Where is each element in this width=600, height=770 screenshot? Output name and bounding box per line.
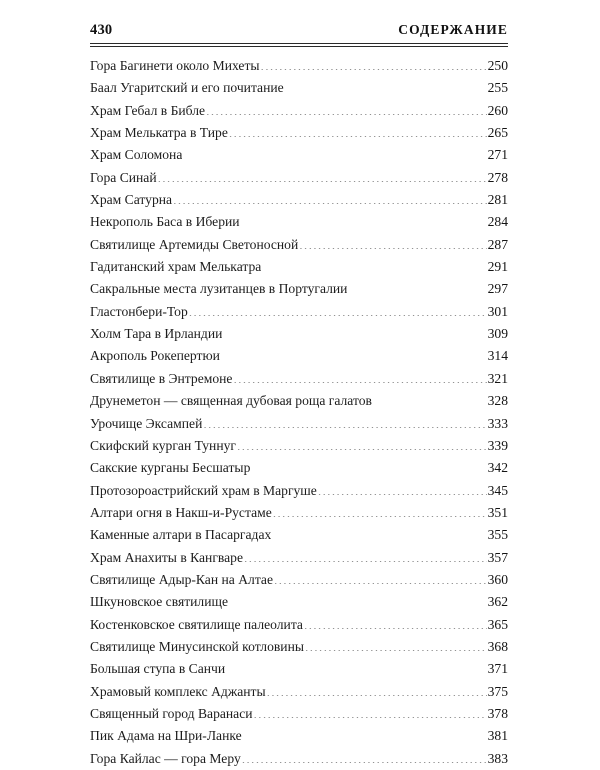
toc-entry-title: Храм Мелькатра в Тире	[90, 125, 228, 141]
toc-entry-page-number: 362	[487, 594, 508, 610]
page-folio-number: 430	[90, 22, 113, 38]
toc-entry[interactable]	[90, 547, 508, 569]
toc-entry-title: Скифский курган Туннуг	[90, 437, 236, 453]
toc-entry-title: Святилище Минусинской котловины	[90, 638, 304, 654]
toc-entry[interactable]	[90, 480, 508, 502]
toc-entry-title: Гадитанский храм Мелькатра	[90, 259, 262, 275]
toc-entry[interactable]	[90, 390, 508, 412]
toc-entry-page-number: 287	[487, 236, 508, 252]
toc-entry-page-number: 260	[487, 102, 508, 118]
toc-entry[interactable]	[90, 614, 508, 636]
toc-entry[interactable]	[90, 435, 508, 457]
toc-dot-leader	[251, 459, 487, 473]
toc-dot-leader	[274, 570, 487, 584]
toc-entry-title: Храмовый комплекс Аджанты	[90, 683, 266, 699]
toc-dot-leader	[273, 503, 487, 517]
running-head	[90, 22, 508, 39]
toc-entry[interactable]	[90, 345, 508, 367]
toc-dot-leader	[304, 615, 487, 629]
toc-entry[interactable]	[90, 256, 508, 278]
toc-dot-leader	[189, 302, 487, 316]
toc-entry-page-number: 250	[487, 58, 508, 73]
toc-entry-title: Шкуновское святилище	[90, 594, 228, 610]
toc-entry-page-number: 339	[487, 437, 508, 453]
running-head-title: СОДЕРЖАНИЕ	[398, 22, 508, 37]
toc-entry-page-number: 345	[487, 482, 508, 498]
toc-entry-page-number: 281	[487, 192, 508, 208]
toc-dot-leader	[272, 526, 487, 540]
toc-entry[interactable]	[90, 211, 508, 233]
toc-entry[interactable]	[90, 524, 508, 546]
toc-entry-title: Сакские курганы Бесшатыр	[90, 460, 251, 476]
toc-entry[interactable]	[90, 681, 508, 703]
toc-entry-title: Святилище Адыр-Кан на Алтае	[90, 571, 273, 587]
toc-entry[interactable]	[90, 502, 508, 524]
toc-dot-leader	[226, 660, 487, 674]
toc-entry[interactable]	[90, 413, 508, 435]
toc-dot-leader	[254, 704, 488, 718]
toc-entry-title: Большая ступа в Санчи	[90, 661, 226, 677]
toc-entry-page-number: 360	[487, 571, 508, 587]
toc-entry-page-number: 265	[487, 125, 508, 141]
toc-dot-leader	[261, 56, 488, 70]
toc-entry-title: Холм Тара в Ирландии	[90, 326, 223, 342]
toc-entry[interactable]	[90, 636, 508, 658]
toc-entry-title: Гора Синай	[90, 169, 157, 185]
toc-dot-leader	[173, 190, 487, 204]
toc-dot-leader	[237, 436, 487, 450]
toc-dot-leader	[244, 548, 487, 562]
toc-dot-leader	[267, 682, 487, 696]
toc-entry-page-number: 314	[487, 348, 508, 364]
toc-dot-leader	[229, 123, 487, 137]
toc-entry-page-number: 291	[487, 259, 508, 275]
toc-dot-leader	[373, 392, 487, 406]
toc-entry-page-number: 271	[487, 147, 508, 163]
toc-entry-title: Пик Адама на Шри-Ланке	[90, 728, 242, 744]
toc-entry-title: Некрополь Баса в Иберии	[90, 214, 240, 230]
toc-dot-leader	[233, 369, 487, 383]
toc-entry-page-number: 378	[487, 705, 508, 721]
toc-entry-title: Храм Соломона	[90, 147, 183, 163]
toc-entry[interactable]	[90, 77, 508, 99]
toc-entry-page-number: 255	[487, 80, 508, 96]
header-rule-lower	[90, 46, 508, 47]
toc-entry-page-number: 321	[487, 370, 508, 386]
toc-entry-page-number: 297	[487, 281, 508, 297]
toc-dot-leader	[203, 414, 487, 428]
toc-entry[interactable]	[90, 703, 508, 725]
toc-entry[interactable]	[90, 457, 508, 479]
toc-entry-page-number: 342	[487, 460, 508, 476]
toc-entry[interactable]	[90, 569, 508, 591]
toc-entry[interactable]	[90, 591, 508, 613]
toc-entry-page-number: 351	[487, 504, 508, 520]
toc-entry[interactable]	[90, 725, 508, 747]
toc-dot-leader	[348, 280, 487, 294]
header-double-rule	[90, 43, 508, 47]
toc-entry-page-number: 383	[487, 750, 508, 766]
toc-entry-title: Гластонбери-Тор	[90, 303, 188, 319]
toc-entry-title: Каменные алтари в Пасаргадах	[90, 527, 272, 543]
toc-entry-title: Баал Угаритский и его почитание	[90, 80, 284, 96]
toc-entry[interactable]	[90, 748, 508, 770]
toc-entry-page-number: 355	[487, 527, 508, 543]
toc-entry-page-number: 375	[487, 683, 508, 699]
toc-dot-leader	[206, 101, 487, 115]
toc-entry[interactable]	[90, 658, 508, 680]
toc-dot-leader	[242, 749, 487, 763]
toc-entry-page-number: 371	[487, 661, 508, 677]
toc-dot-leader	[229, 593, 487, 607]
toc-entry-page-number: 301	[487, 303, 508, 319]
toc-entry-page-number: 381	[487, 728, 508, 744]
toc-entry-title: Урочище Эксампей	[90, 415, 203, 431]
toc-dot-leader	[243, 727, 487, 741]
toc-entry-page-number: 284	[487, 214, 508, 230]
toc-dot-leader	[318, 481, 487, 495]
toc-entry-title: Акрополь Рокепертюи	[90, 348, 220, 364]
toc-entry-title: Протозороастрийский храм в Маргуше	[90, 482, 317, 498]
toc-entry-title: Священный город Варанаси	[90, 705, 253, 721]
toc-dot-leader	[221, 347, 487, 361]
toc-dot-leader	[223, 325, 487, 339]
toc-entry-title: Гора Кайлас — гора Меру	[90, 750, 241, 766]
toc-entry-title: Святилище в Энтремоне	[90, 370, 233, 386]
toc-entry-title: Алтари огня в Накш-и-Рустаме	[90, 504, 272, 520]
toc-entry[interactable]	[90, 100, 508, 122]
toc-entry-title: Костенковское святилище палеолита	[90, 616, 303, 632]
toc-entry-title: Храм Сатурна	[90, 192, 173, 208]
toc-entry-title: Храм Анахиты в Кангваре	[90, 549, 244, 565]
toc-entry[interactable]	[90, 234, 508, 256]
toc-entry-title: Святилище Артемиды Светоносной	[90, 236, 299, 252]
toc-entry-title: Друнеметон — священная дубовая роща галатов	[90, 393, 372, 409]
toc-dot-leader	[305, 637, 487, 651]
toc-dot-leader	[299, 235, 487, 249]
toc-entry-page-number: 357	[487, 549, 508, 565]
toc-entry[interactable]	[90, 122, 508, 144]
toc-entry[interactable]	[90, 167, 508, 189]
toc-entry-page-number: 309	[487, 326, 508, 342]
toc-entry[interactable]	[90, 55, 508, 77]
table-of-contents-list	[90, 55, 508, 770]
toc-dot-leader	[285, 79, 487, 93]
toc-dot-leader	[158, 168, 487, 182]
toc-entry[interactable]	[90, 323, 508, 345]
toc-dot-leader	[183, 146, 487, 160]
toc-entry[interactable]	[90, 278, 508, 300]
toc-entry[interactable]	[90, 368, 508, 390]
toc-entry-title: Гора Багинети около Михеты	[90, 58, 260, 73]
toc-entry-page-number: 278	[487, 169, 508, 185]
toc-entry-page-number: 365	[487, 616, 508, 632]
toc-entry[interactable]	[90, 189, 508, 211]
toc-entry-title: Храм Гебал в Библе	[90, 102, 206, 118]
toc-entry[interactable]	[90, 144, 508, 166]
toc-entry-page-number: 368	[487, 638, 508, 654]
toc-entry-page-number: 333	[487, 415, 508, 431]
toc-entry-page-number: 328	[487, 393, 508, 409]
toc-dot-leader	[241, 213, 488, 227]
toc-dot-leader	[262, 258, 487, 272]
toc-entry-title: Сакральные места лузитанцев в Португалии	[90, 281, 348, 297]
toc-entry[interactable]	[90, 301, 508, 323]
